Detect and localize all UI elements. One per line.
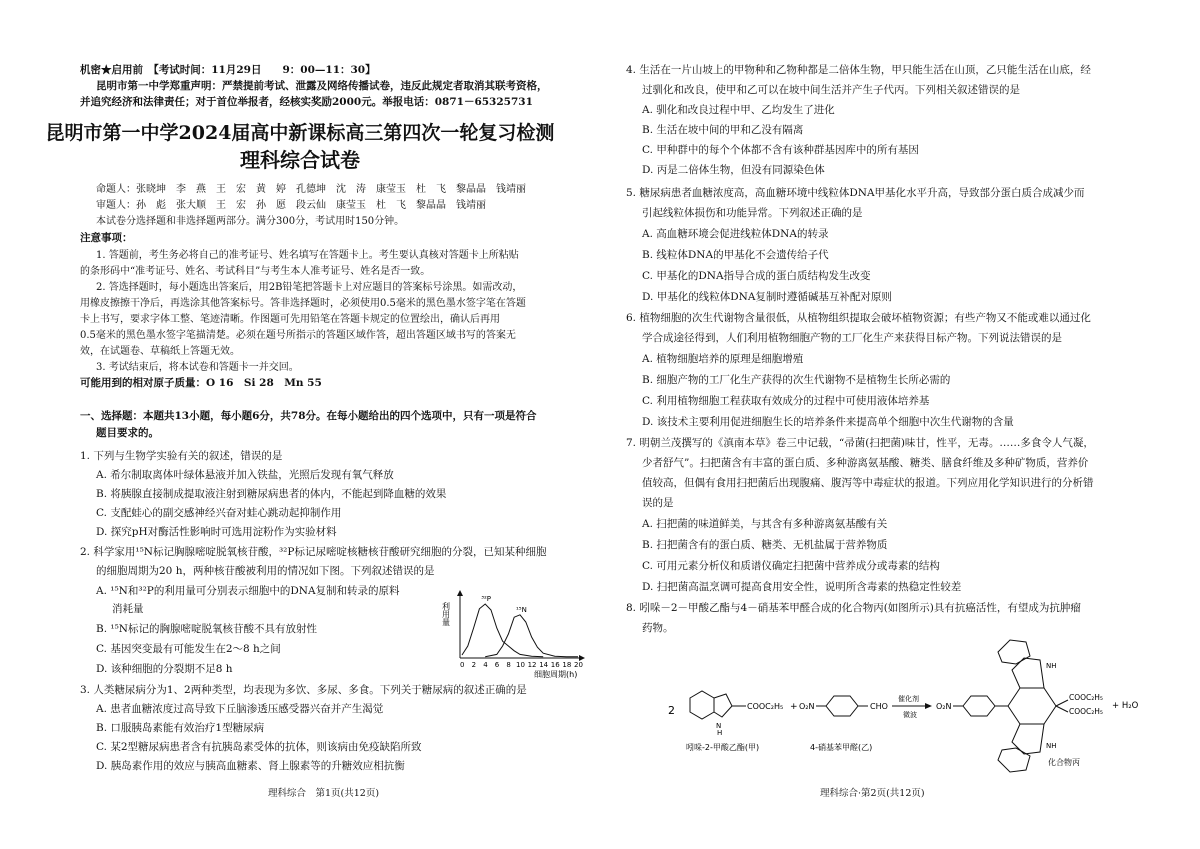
- q7-option-c: C. 可用元素分析仪和质谱仪确定扫把菌中营养成分或毒素的结构: [642, 560, 940, 572]
- y-axis-arrow: [457, 590, 463, 596]
- q2-option-c: C. 基因突变最有可能发生在2～8 h之间: [96, 643, 281, 655]
- atomic-masses: 可能用到的相对原子质量：O 16 Si 28 Mn 55: [80, 377, 322, 389]
- q5-stem-cont: 引起线粒体损伤和功能异常。下列叙述正确的是: [642, 207, 863, 219]
- section-heading-cont: 题目要求的。: [96, 427, 159, 439]
- q1-option-c: C. 支配蛙心的副交感神经兴奋对蛙心跳动起抑制作用: [96, 507, 342, 519]
- q7-stem: 7. 明朝兰茂撰写的《滇南本草》卷三中记载，“帚菌(扫把菌)味甘，性平，无毒。……多食令人气凝，: [626, 437, 1094, 449]
- proposers: 命题人：张晓坤 李 燕 王 宏 黄 婷 孔德坤 沈 涛 康莹玉 杜 飞 黎晶晶 钱靖丽: [96, 184, 526, 195]
- q1-option-a: A. 希尔制取离体叶绿体悬液并加入铁盐，光照后发现有氧气释放: [96, 469, 394, 481]
- series-line-2: [485, 615, 578, 657]
- x-tick-label: 4: [483, 661, 488, 669]
- q2-option-a-cont: 消耗量: [112, 603, 144, 615]
- product-ester-bot: COOC₂H₅: [1069, 707, 1103, 716]
- q5-option-b: B. 线粒体DNA的甲基化不会遗传给子代: [642, 249, 829, 261]
- note-line: 3. 考试结束后，将本试卷和答题卡一并交回。: [96, 362, 299, 373]
- q3-option-a: A. 患者血糖浓度过高导致下丘脑渗透压感受器兴奋并产生渴觉: [96, 703, 384, 715]
- q7-option-a: A. 扫把菌的味道鲜美，与其含有多种游离氨基酸有关: [642, 518, 888, 530]
- plus-sign: +: [790, 702, 798, 712]
- reviewers: 审题人：孙 彪 张大顺 王 宏 孙 愿 段云仙 康莹玉 杜 飞 黎晶晶 钱靖丽: [96, 200, 486, 211]
- q6-option-b: B. 细胞产物的工厂化生产获得的次生代谢物不是植物生长所必需的: [642, 374, 951, 386]
- x-tick-label: 12: [527, 661, 537, 669]
- q7-option-b: B. 扫把菌含有的蛋白质、糖类、无机盐属于营养物质: [642, 539, 888, 551]
- q6-option-a: A. 植物细胞培养的原理是细胞增殖: [642, 353, 804, 365]
- exam-subtitle: 理科综合试卷: [240, 148, 360, 172]
- coefficient: 2: [668, 704, 675, 717]
- nitro-group: O₂N: [799, 702, 815, 711]
- footer-left: 理科综合 第1页(共12页): [268, 788, 380, 799]
- q5-stem: 5. 糖尿病患者血糖浓度高，高血糖环境中线粒体DNA甲基化水平升高，导致部分蛋白质合成减少而: [626, 187, 1085, 199]
- q2-stem: 2. 科学家用¹⁵N标记胸腺嘧啶脱氧核苷酸，³²P标记尿嘧啶核糖核苷酸研究细胞的分裂，已知某种细胞: [80, 546, 547, 558]
- q3-stem: 3. 人类糖尿病分为1、2两种类型，均表现为多饮、多尿、多食。下列关于糖尿病的叙述正确的是: [80, 684, 527, 696]
- product-nh-top: NH: [1046, 662, 1057, 670]
- notes-heading: 注意事项：: [80, 232, 133, 244]
- q1-stem: 1. 下列与生物学实验有关的叙述，错误的是: [80, 450, 283, 462]
- q6-stem-cont: 学合成途径得到，人们利用植物细胞产物的工厂化生产来获得目标产物。下列说法错误的是: [642, 332, 1062, 344]
- q6-option-d: D. 该技术主要利用促进细胞生长的培养条件来提高单个细胞中次生代谢物的含量: [642, 416, 1014, 428]
- q7-stem-cont: 少者舒气”。扫把菌含有丰富的蛋白质、多种游离氨基酸、糖类、膳食纤维及多种矿物质，营养价: [642, 457, 1089, 469]
- q4-option-d: D. 丙是二倍体生物，但没有同源染色体: [642, 164, 825, 176]
- x-tick-label: 6: [494, 661, 500, 669]
- product-ester-top: COOC₂H₅: [1069, 693, 1103, 702]
- q5-option-a: A. 高血糖环境会促进线粒体DNA的转录: [642, 228, 829, 240]
- q2-option-d: D. 该种细胞的分裂期不足8 h: [96, 663, 233, 675]
- label-bing: 化合物丙: [1048, 758, 1080, 767]
- q1-option-b: B. 将胰腺直接制成提取液注射到糖尿病患者的体内，不能起到降血糖的效果: [96, 488, 447, 500]
- indole-ester-structure: [690, 691, 746, 719]
- q8-stem-cont: 药物。: [642, 622, 674, 634]
- footer-right: 理科综合·第2页(共12页): [820, 788, 925, 799]
- q3-option-b: B. 口服胰岛素能有效治疗1型糖尿病: [96, 722, 265, 734]
- q7-option-d: D. 扫把菌高温烹调可提高食用安全性，说明所含毒素的热稳定性较差: [642, 581, 962, 593]
- nucleotide-usage-chart: [440, 588, 590, 680]
- nitrobenzaldehyde-structure: [816, 696, 868, 716]
- q2-option-a: A. ¹⁵N和³²P的利用量可分别表示细胞中的DNA复制和转录的原料: [96, 585, 400, 597]
- series-label-1: ³²P: [481, 595, 492, 603]
- q4-stem: 4. 生活在一片山坡上的甲物种和乙物种都是二倍体生物，甲只能生活在山顶，乙只能生活在山底，经: [626, 64, 1091, 76]
- ester-group: COOC₂H₅: [747, 702, 784, 711]
- note-line: 1. 答题前，考生务必将自己的准考证号、姓名填写在答题卡上。考生要认真核对答题卡上所粘贴: [96, 250, 519, 261]
- q2-option-b: B. ¹⁵N标记的胸腺嘧啶脱氧核苷酸不具有放射性: [96, 623, 317, 635]
- q5-option-c: C. 甲基化的DNA指导合成的蛋白质结构发生改变: [642, 270, 871, 282]
- q4-option-c: C. 甲种群中的每个个体都不含有该种群基因库中的所有基因: [642, 144, 919, 156]
- x-axis-label: 细胞周期(h): [534, 670, 578, 679]
- x-tick-label: 16: [550, 661, 560, 669]
- q4-option-b: B. 生活在坡中间的甲和乙没有隔离: [642, 124, 804, 136]
- series-line-1: [462, 604, 543, 657]
- q4-option-a: A. 驯化和改良过程中甲、乙均发生了进化: [642, 104, 835, 116]
- exam-info: 本试卷分选择题和非选择题两部分。满分300分，考试用时150分钟。: [96, 216, 405, 227]
- q2-stem-cont: 的细胞周期为20 h，两种核苷酸被利用的情况如下图。下列叙述错误的是: [96, 565, 435, 577]
- notice-line-2: 并追究经济和法律责任；对于首位举报者，经核实奖励2000元。举报电话：0871－65325731: [80, 96, 533, 108]
- label-yi: 4-硝基苯甲醛(乙): [810, 743, 873, 752]
- q5-option-d: D. 甲基化的线粒体DNA复制时遵循碱基互补配对原则: [642, 291, 892, 303]
- q1-option-d: D. 探究pH对酶活性影响时可选用淀粉作为实验材料: [96, 526, 337, 538]
- x-tick-label: 10: [516, 661, 525, 669]
- note-line: 用橡皮擦擦干净后，再选涂其他答案标号。答非选择题时，必须使用0.5毫米的黑色墨水签字笔在答题: [80, 298, 526, 309]
- reaction-scheme: [660, 630, 1190, 780]
- page-right: [600, 0, 1200, 849]
- product-nh-bot: NH: [1046, 742, 1057, 750]
- label-jia: 吲哚-2-甲酸乙酯(甲): [686, 743, 760, 752]
- x-tick-label: 8: [506, 661, 511, 669]
- x-tick-label: 20: [574, 661, 583, 669]
- q7-stem-cont: 误的是: [642, 497, 674, 509]
- x-tick-label: 2: [471, 661, 477, 669]
- notice-line-1: 昆明市第一中学郑重声明：严禁提前考试、泄露及网络传播试卷，违反此规定者取消其联考资格，: [96, 80, 548, 92]
- x-tick-label: 0: [460, 661, 465, 669]
- product-nitro: O₂N: [936, 702, 952, 711]
- q8-stem: 8. 吲哚－2－甲酸乙酯与4－硝基苯甲醛合成的化合物丙(如图所示)具有抗癌活性，有望成为抗肿瘤: [626, 602, 1081, 614]
- series-label-2: ¹⁵N: [516, 605, 527, 614]
- note-line: 的条形码中“准考证号、姓名、考试科目”与考生本人准考证号、姓名是否一致。: [80, 266, 431, 277]
- reaction-arrowhead: [925, 703, 932, 709]
- q3-option-d: D. 胰岛素作用的效应与胰高血糖素、肾上腺素等的升糖效应相抗衡: [96, 760, 405, 772]
- note-line: 卡上书写，要求字体工整、笔迹清晰。作图题可先用铅笔在答题卡规定的位置绘出，确认后再用: [80, 314, 500, 325]
- aldehyde-group: CHO: [870, 702, 888, 711]
- indole-nh: N: [716, 722, 722, 730]
- q7-stem-cont: 值较高，但偶有食用扫把菌后出现腹痛、腹泻等中毒症状的报道。下列应用化学知识进行的分析错: [642, 477, 1094, 489]
- exam-title: 昆明市第一中学2024届高中新课标高三第四次一轮复习检测: [45, 122, 555, 144]
- water-term: + H₂O: [1112, 701, 1139, 711]
- note-line: 0.5毫米的黑色墨水签字笔描清楚。必须在题号所指示的答题区域作答，超出答题区域书写的答案无: [80, 330, 516, 341]
- q3-option-c: C. 某2型糖尿病患者含有抗胰岛素受体的抗体，则该病由免疫缺陷所致: [96, 741, 422, 753]
- section-heading: 一、选择题：本题共13小题，每小题6分，共78分。在每小题给出的四个选项中，只有一项是符合: [80, 410, 537, 422]
- note-line: 2. 答选择题时，每小题选出答案后，用2B铅笔把答题卡上对应题目的答案标号涂黑。如需改动，: [96, 282, 523, 293]
- x-tick-label: 14: [539, 661, 549, 669]
- confidential-line: 机密★启用前 【考试时间：11月29日 9：00—11：30】: [80, 64, 376, 76]
- microwave-label: 微波: [903, 711, 917, 719]
- q6-stem: 6. 植物细胞的次生代谢物含量很低，从植物组织提取会破坏植物资源；有些产物又不能或难以通过化: [626, 312, 1091, 324]
- q6-option-c: C. 利用植物细胞工程获取有效成分的过程中可使用液体培养基: [642, 395, 930, 407]
- y-axis-label: 利用量: [441, 602, 451, 626]
- x-tick-label: 18: [562, 661, 572, 669]
- note-line: 效，在试题卷、草稿纸上答题无效。: [80, 346, 240, 357]
- q4-stem-cont: 过驯化和改良，使甲和乙可以在坡中间生活并产生子代丙。下列相关叙述错误的是: [642, 84, 1020, 96]
- catalyst-label: 催化剂: [898, 695, 919, 703]
- indole-nh-h: H: [717, 729, 723, 737]
- product-structure: [953, 640, 1068, 772]
